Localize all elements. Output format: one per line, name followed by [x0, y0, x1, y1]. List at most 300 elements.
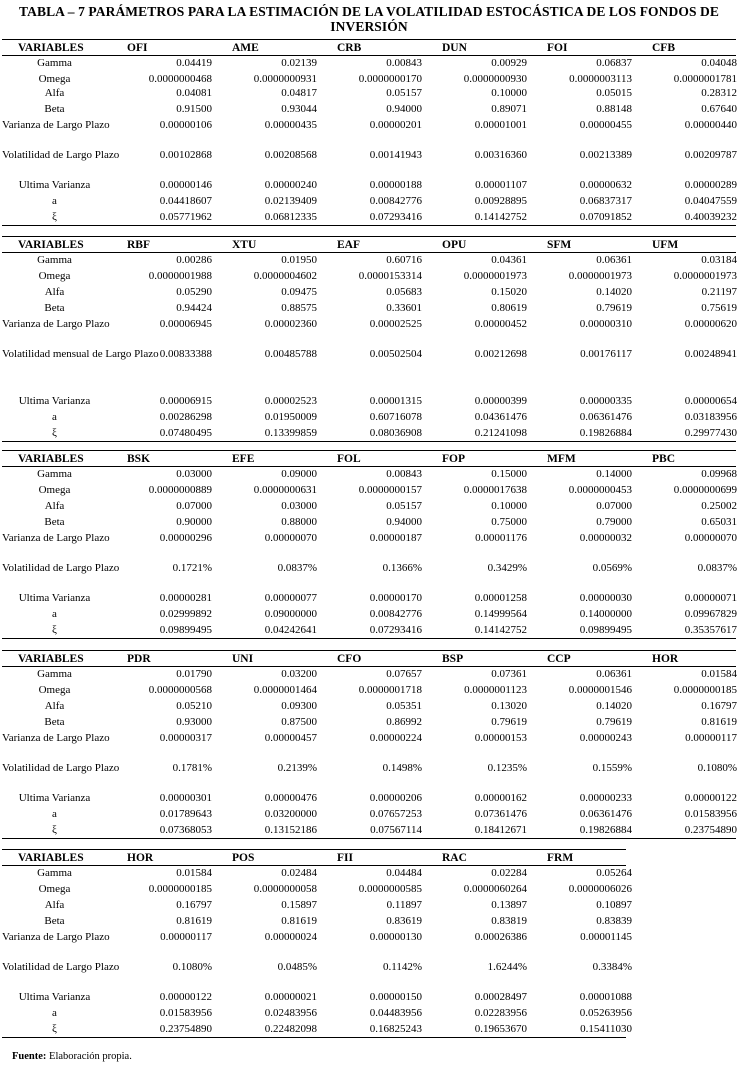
table-cell: 0.00026386 — [474, 931, 527, 943]
table-cell: 0.01789643 — [159, 808, 212, 820]
table-cell: 0.00001088 — [579, 991, 632, 1003]
table-row — [2, 102, 737, 118]
table-cell: 0.05264 — [596, 867, 632, 879]
table-cell: 0.09300 — [281, 700, 317, 712]
table-cell: 0.04419 — [176, 57, 212, 69]
table-cell: 0.06837317 — [579, 195, 632, 207]
fund-column-header: BSP — [442, 653, 464, 665]
table-cell: 0.14020 — [596, 286, 632, 298]
table-cell: 0.00001107 — [475, 179, 527, 191]
row-label: Gamma — [37, 668, 72, 680]
row-label: Beta — [44, 302, 65, 314]
row-label: Omega — [38, 484, 71, 496]
table-cell: 0.0000004602 — [253, 270, 317, 282]
table-cell: 0.02139 — [281, 57, 317, 69]
table-row — [2, 56, 737, 72]
table-cell: 0.0000000930 — [463, 73, 527, 85]
table-cell: 0.10000 — [491, 500, 527, 512]
table-cell: 0.00000187 — [369, 532, 422, 544]
table-cell: 0.03000 — [281, 500, 317, 512]
table-cell: 0.07361476 — [474, 808, 527, 820]
variables-header: VARIABLES — [18, 852, 84, 864]
table-cell: 0.93044 — [281, 103, 317, 115]
table-cell: 0.02284 — [491, 867, 527, 879]
table-cell: 0.14142752 — [474, 211, 527, 223]
table-row — [2, 269, 737, 285]
fund-column-header: FRM — [547, 852, 574, 864]
table-cell: 0.35357617 — [684, 624, 737, 636]
table-cell: 0.21197 — [701, 286, 737, 298]
table-row — [2, 210, 737, 226]
fund-column-header: XTU — [232, 239, 257, 251]
table-cell: 0.00000243 — [579, 732, 632, 744]
table-cell: 0.00000632 — [579, 179, 632, 191]
table-bottom-rule — [2, 225, 736, 226]
parameter-table — [2, 850, 632, 1038]
table-bottom-rule — [2, 1037, 626, 1038]
fund-column-header: POS — [232, 852, 255, 864]
row-label: Omega — [38, 684, 71, 696]
table-cell: 0.13399859 — [264, 427, 317, 439]
table-cell: 0.05015 — [596, 87, 632, 99]
table-row — [2, 194, 737, 210]
table-cell: 0.09475 — [281, 286, 317, 298]
table-cell: 0.0000000185 — [673, 684, 737, 696]
table-cell: 0.01950009 — [264, 411, 317, 423]
row-label: ξ — [52, 624, 57, 636]
header-rule — [2, 236, 736, 237]
table-cell: 0.0000000157 — [358, 484, 422, 496]
table-cell: 0.02139409 — [264, 195, 317, 207]
table-cell: 0.01583956 — [159, 1007, 212, 1019]
table-bottom-rule — [2, 638, 736, 639]
table-cell: 0.00006915 — [159, 395, 212, 407]
table-cell: 0.09000000 — [264, 608, 317, 620]
row-label: Varianza de Largo Plazo — [2, 318, 110, 330]
table-cell: 0.00000021 — [264, 991, 317, 1003]
table-cell: 0.00000070 — [684, 532, 737, 544]
table-cell: 0.08036908 — [369, 427, 422, 439]
table-cell: 0.04484 — [386, 867, 422, 879]
table-cell: 0.07293416 — [369, 624, 422, 636]
table-cell: 0.3429% — [487, 562, 527, 574]
row-label: Omega — [38, 73, 71, 85]
table-cell: 0.67640 — [701, 103, 737, 115]
table-cell: 0.0000001546 — [568, 684, 632, 696]
table-cell: 0.00001001 — [474, 119, 527, 131]
table-cell: 0.00002360 — [264, 318, 317, 330]
row-label: ξ — [52, 211, 57, 223]
table-cell: 0.40039232 — [684, 211, 737, 223]
table-cell: 0.14142752 — [474, 624, 527, 636]
table-row — [2, 960, 632, 990]
table-cell: 0.00000281 — [159, 592, 212, 604]
table-cell: 0.00001315 — [369, 395, 422, 407]
table-row — [2, 148, 737, 178]
row-label: Varianza de Largo Plazo — [2, 732, 110, 744]
table-cell: 0.81619 — [176, 915, 212, 927]
table-cell: 0.00209787 — [684, 149, 737, 161]
table-cell: 0.00000206 — [369, 792, 422, 804]
table-row — [2, 667, 737, 683]
table-cell: 0.0000017638 — [463, 484, 527, 496]
table-cell: 0.05210 — [176, 700, 212, 712]
table-row — [2, 285, 737, 301]
table-row — [2, 483, 737, 499]
table-row — [2, 1006, 632, 1022]
table-cell: 0.1142% — [382, 961, 422, 973]
table-row — [2, 898, 632, 914]
fund-column-header: RAC — [442, 852, 467, 864]
fund-column-header: BSK — [127, 453, 151, 465]
table-cell: 0.83819 — [491, 915, 527, 927]
table-cell: 0.01950 — [281, 254, 317, 266]
table-cell: 0.14000000 — [579, 608, 632, 620]
table-cell: 0.83619 — [386, 915, 422, 927]
table-cell: 0.18412671 — [474, 824, 527, 836]
table-row — [2, 866, 632, 882]
table-cell: 1.6244% — [487, 961, 527, 973]
row-label: Gamma — [37, 57, 72, 69]
table-cell: 0.00000440 — [684, 119, 737, 131]
table-row — [2, 561, 737, 591]
table-cell: 0.00000476 — [264, 792, 317, 804]
table-cell: 0.75619 — [701, 302, 737, 314]
table-cell: 0.1781% — [172, 762, 212, 774]
table-cell: 0.00842776 — [369, 608, 422, 620]
table-cell: 0.02999892 — [159, 608, 212, 620]
variables-header: VARIABLES — [18, 239, 84, 251]
table-row — [2, 515, 737, 531]
fund-column-header: CRB — [337, 42, 362, 54]
table-cell: 0.33601 — [386, 302, 422, 314]
table-row — [2, 317, 737, 347]
table-cell: 0.00485788 — [264, 348, 317, 360]
source-label: Fuente: — [12, 1051, 47, 1062]
table-cell: 0.13152186 — [264, 824, 317, 836]
row-label: ξ — [52, 427, 57, 439]
row-label: Varianza de Largo Plazo — [2, 931, 110, 943]
table-cell: 0.81619 — [281, 915, 317, 927]
variables-header: VARIABLES — [18, 653, 84, 665]
parameter-table — [2, 651, 737, 839]
table-cell: 0.0000001973 — [673, 270, 737, 282]
fund-column-header: UNI — [232, 653, 254, 665]
table-row — [2, 531, 737, 561]
table-cell: 0.00006945 — [159, 318, 212, 330]
table-cell: 0.07657 — [386, 668, 422, 680]
row-label: Volatilidad de Largo Plazo — [2, 562, 120, 574]
table-cell: 0.0000001973 — [463, 270, 527, 282]
row-label: Omega — [38, 270, 71, 282]
table-row — [2, 118, 737, 148]
header-row — [2, 850, 632, 866]
table-cell: 0.13897 — [491, 899, 527, 911]
table-cell: 0.00000153 — [474, 732, 527, 744]
table-cell: 0.23754890 — [159, 1023, 212, 1035]
source-text: Elaboración propia. — [46, 1051, 132, 1062]
table-cell: 0.00002523 — [264, 395, 317, 407]
table-cell: 0.05351 — [386, 700, 422, 712]
table-row — [2, 990, 632, 1006]
table-cell: 0.0000000170 — [358, 73, 422, 85]
table-cell: 0.15897 — [281, 899, 317, 911]
table-cell: 0.00842776 — [369, 195, 422, 207]
table-cell: 0.14020 — [596, 700, 632, 712]
table-cell: 0.25002 — [701, 500, 737, 512]
table-cell: 0.07000 — [596, 500, 632, 512]
table-cell: 0.00102868 — [159, 149, 212, 161]
table-title: TABLA – 7 PARÁMETROS PARA LA ESTIMACIÓN DE LA VOLATILIDAD ESTOCÁSTICA DE LOS FONDOS DE INVERSIÓN — [19, 4, 719, 34]
table-cell: 0.0000000058 — [253, 883, 317, 895]
parameter-table — [2, 451, 737, 639]
table-cell: 0.00286 — [176, 254, 212, 266]
table-cell: 0.00833388 — [159, 348, 212, 360]
table-cell: 0.14999564 — [474, 608, 527, 620]
table-cell: 0.88575 — [281, 302, 317, 314]
fund-column-header: RBF — [127, 239, 150, 251]
table-cell: 0.0000006026 — [568, 883, 632, 895]
header-rule — [2, 865, 626, 866]
table-row — [2, 72, 737, 86]
table-cell: 0.03200 — [281, 668, 317, 680]
table-cell: 0.00000301 — [159, 792, 212, 804]
table-cell: 0.0000000568 — [148, 684, 212, 696]
table-cell: 0.0569% — [592, 562, 632, 574]
table-cell: 0.16797 — [701, 700, 737, 712]
row-label: Gamma — [37, 468, 72, 480]
table-cell: 0.19653670 — [474, 1023, 527, 1035]
table-cell: 0.0000000185 — [148, 883, 212, 895]
table-cell: 0.04418607 — [159, 195, 212, 207]
table-row — [2, 731, 737, 761]
table-row — [2, 761, 737, 791]
table-cell: 0.0000000468 — [148, 73, 212, 85]
fund-column-header: UFM — [652, 239, 679, 251]
table-row — [2, 791, 737, 807]
table-cell: 0.15411030 — [580, 1023, 632, 1035]
table-cell: 0.0000000699 — [673, 484, 737, 496]
table-cell: 0.00002525 — [369, 318, 422, 330]
table-cell: 0.04048 — [701, 57, 737, 69]
row-label: Alfa — [44, 286, 65, 298]
row-label: Volatilidad mensual de Largo Plazo — [2, 348, 159, 360]
table-cell: 0.00000317 — [159, 732, 212, 744]
table-cell: 0.00000150 — [369, 991, 422, 1003]
row-label: Ultima Varianza — [18, 592, 91, 604]
table-row — [2, 807, 737, 823]
table-cell: 0.94000 — [386, 516, 422, 528]
fund-column-header: PBC — [652, 453, 675, 465]
table-cell: 0.07480495 — [159, 427, 212, 439]
table-cell: 0.00000224 — [369, 732, 422, 744]
row-label: Ultima Varianza — [18, 179, 91, 191]
row-label: Omega — [38, 883, 71, 895]
table-cell: 0.00843 — [386, 57, 422, 69]
table-cell: 0.3384% — [592, 961, 632, 973]
row-label: ξ — [52, 1023, 57, 1035]
table-cell: 0.1721% — [172, 562, 212, 574]
table-cell: 0.0000001988 — [148, 270, 212, 282]
row-label: Varianza de Largo Plazo — [2, 119, 110, 131]
header-rule — [2, 466, 736, 467]
table-cell: 0.0837% — [277, 562, 317, 574]
row-label: Beta — [44, 915, 65, 927]
table-row — [2, 699, 737, 715]
fund-column-header: OPU — [442, 239, 467, 251]
table-row — [2, 426, 737, 442]
table-cell: 0.00000032 — [579, 532, 632, 544]
row-label: Volatilidad de Largo Plazo — [2, 762, 120, 774]
table-cell: 0.0000000931 — [253, 73, 317, 85]
fund-column-header: FOI — [547, 42, 568, 54]
table-cell: 0.00286298 — [159, 411, 212, 423]
table-row — [2, 467, 737, 483]
fund-column-header: AME — [232, 42, 259, 54]
fund-column-header: SFM — [547, 239, 572, 251]
row-label: a — [52, 808, 57, 820]
table-cell: 0.1235% — [487, 762, 527, 774]
row-label: Alfa — [44, 500, 65, 512]
row-label: Ultima Varianza — [18, 991, 91, 1003]
table-cell: 0.0000000453 — [568, 484, 632, 496]
table-cell: 0.05157 — [386, 500, 422, 512]
table-cell: 0.13020 — [491, 700, 527, 712]
table-cell: 0.60716 — [386, 254, 422, 266]
table-row — [2, 1022, 632, 1038]
table-cell: 0.75000 — [491, 516, 527, 528]
fund-column-header: CFB — [652, 42, 675, 54]
table-cell: 0.04361 — [491, 254, 527, 266]
fund-column-header: OFI — [127, 42, 148, 54]
table-row — [2, 715, 737, 731]
table-cell: 0.03183956 — [684, 411, 737, 423]
table-cell: 0.05683 — [386, 286, 422, 298]
table-cell: 0.00208568 — [264, 149, 317, 161]
table-cell: 0.00000201 — [369, 119, 422, 131]
row-label: ξ — [52, 824, 57, 836]
table-cell: 0.79619 — [596, 716, 632, 728]
table-cell: 0.00000335 — [579, 395, 632, 407]
fund-column-header: HOR — [127, 852, 154, 864]
fund-column-header: HOR — [652, 653, 679, 665]
table-cell: 0.00000024 — [264, 931, 317, 943]
fund-column-header: DUN — [442, 42, 467, 54]
row-label: Beta — [44, 516, 65, 528]
parameter-table — [2, 40, 737, 226]
header-rule — [2, 650, 736, 651]
header-rule — [2, 252, 736, 253]
table-cell: 0.0000153314 — [358, 270, 422, 282]
header-row — [2, 651, 737, 667]
table-cell: 0.00000070 — [264, 532, 317, 544]
table-row — [2, 86, 737, 102]
table-cell: 0.06361476 — [579, 411, 632, 423]
table-cell: 0.00000457 — [264, 732, 317, 744]
table-cell: 0.09968 — [701, 468, 737, 480]
table-cell: 0.0000060264 — [463, 883, 527, 895]
table-cell: 0.00001176 — [475, 532, 527, 544]
table-cell: 0.00028497 — [474, 991, 527, 1003]
table-cell: 0.0000000889 — [148, 484, 212, 496]
table-cell: 0.94000 — [386, 103, 422, 115]
table-cell: 0.06812335 — [264, 211, 317, 223]
table-cell: 0.02483956 — [264, 1007, 317, 1019]
table-cell: 0.01790 — [176, 668, 212, 680]
table-cell: 0.79619 — [491, 716, 527, 728]
table-cell: 0.0000001781 — [673, 73, 737, 85]
table-cell: 0.00001258 — [474, 592, 527, 604]
table-cell: 0.90000 — [176, 516, 212, 528]
table-cell: 0.00000296 — [159, 532, 212, 544]
fund-column-header: MFM — [547, 453, 576, 465]
table-row — [2, 394, 737, 410]
table-cell: 0.0000003113 — [569, 73, 632, 85]
table-cell: 0.00929 — [491, 57, 527, 69]
table-cell: 0.91500 — [176, 103, 212, 115]
table-row — [2, 253, 737, 269]
row-label: Ultima Varianza — [18, 792, 91, 804]
table-bottom-rule — [2, 838, 736, 839]
table-cell: 0.06361 — [596, 668, 632, 680]
table-cell: 0.00213389 — [579, 149, 632, 161]
table-cell: 0.88000 — [281, 516, 317, 528]
table-cell: 0.03000 — [176, 468, 212, 480]
table-cell: 0.00000106 — [159, 119, 212, 131]
table-cell: 0.00000188 — [369, 179, 422, 191]
table-cell: 0.01584 — [176, 867, 212, 879]
table-cell: 0.10897 — [596, 899, 632, 911]
parameter-table — [2, 237, 737, 442]
table-cell: 0.05771962 — [159, 211, 212, 223]
row-label: a — [52, 1007, 57, 1019]
table-cell: 0.29977430 — [684, 427, 737, 439]
table-cell: 0.79000 — [596, 516, 632, 528]
table-cell: 0.00000130 — [369, 931, 422, 943]
header-rule — [2, 450, 736, 451]
table-cell: 0.00000146 — [159, 179, 212, 191]
table-cell: 0.01583956 — [684, 808, 737, 820]
fund-column-header: FOP — [442, 453, 465, 465]
table-cell: 0.0485% — [277, 961, 317, 973]
table-cell: 0.05290 — [176, 286, 212, 298]
table-row — [2, 823, 737, 839]
table-cell: 0.00000435 — [264, 119, 317, 131]
header-rule — [2, 666, 736, 667]
table-cell: 0.22482098 — [264, 1023, 317, 1035]
row-label: Ultima Varianza — [18, 395, 91, 407]
table-cell: 0.09000 — [281, 468, 317, 480]
table-cell: 0.0000001973 — [568, 270, 632, 282]
table-cell: 0.00843 — [386, 468, 422, 480]
table-cell: 0.00000310 — [579, 318, 632, 330]
table-cell: 0.03200000 — [264, 808, 317, 820]
table-row — [2, 607, 737, 623]
table-row — [2, 930, 632, 960]
row-label: Alfa — [44, 700, 65, 712]
table-cell: 0.06837 — [596, 57, 632, 69]
table-cell: 0.01584 — [701, 668, 737, 680]
table-cell: 0.00000233 — [579, 792, 632, 804]
table-cell: 0.87500 — [281, 716, 317, 728]
table-cell: 0.2139% — [277, 762, 317, 774]
table-cell: 0.00000654 — [684, 395, 737, 407]
table-cell: 0.00000117 — [160, 931, 212, 943]
table-cell: 0.02283956 — [474, 1007, 527, 1019]
row-label: Alfa — [44, 899, 65, 911]
source-note — [12, 1051, 132, 1062]
table-cell: 0.15020 — [491, 286, 527, 298]
